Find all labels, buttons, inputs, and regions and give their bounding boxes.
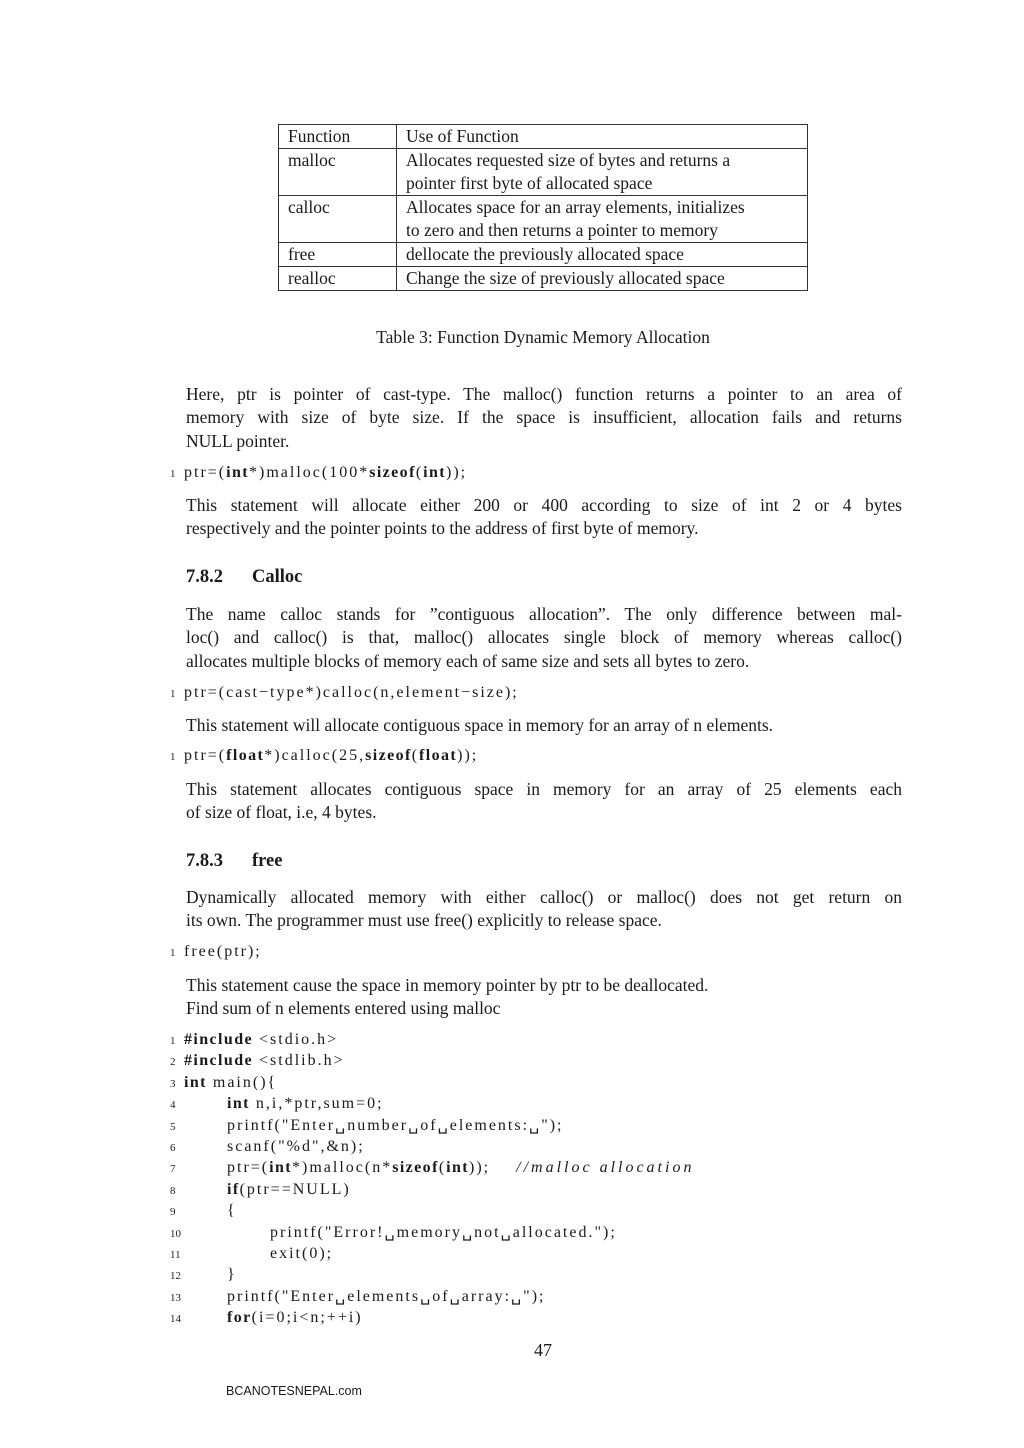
code-text: ( xyxy=(411,747,420,764)
section-heading xyxy=(186,567,302,588)
table-header-row xyxy=(279,125,808,149)
code-keyword: sizeof xyxy=(392,1159,439,1177)
code-keyword: float xyxy=(226,747,265,764)
section-title: Calloc xyxy=(252,567,303,587)
code-text: (i=0;i<n;++i) xyxy=(251,1309,363,1327)
paragraph xyxy=(186,974,902,1021)
table-row xyxy=(279,149,808,196)
code-line xyxy=(170,1244,694,1265)
table-cell-function: free xyxy=(279,243,397,267)
code-keyword: #include xyxy=(184,1052,253,1070)
code-text: *)malloc(n* xyxy=(292,1159,393,1177)
code-text: )); xyxy=(446,464,468,481)
code-text: exit(0); xyxy=(270,1245,334,1263)
code-text: ptr=( xyxy=(227,1159,270,1177)
code-keyword: if xyxy=(227,1180,240,1198)
line-number: 1 xyxy=(170,468,176,480)
code-line xyxy=(170,1287,694,1308)
code-line xyxy=(170,1180,694,1201)
paragraph xyxy=(186,886,902,933)
table-cell-line: Allocates requested size of bytes and returns a xyxy=(406,150,731,170)
line-number: 8 xyxy=(170,1184,176,1197)
table-cell-function: realloc xyxy=(279,267,397,291)
line-number: 9 xyxy=(170,1206,176,1219)
code-keyword: int xyxy=(269,1159,292,1177)
code-keyword: #include xyxy=(184,1031,253,1048)
paragraph xyxy=(186,383,902,453)
code-text: printf("Enter␣number␣of␣elements:␣"); xyxy=(227,1116,564,1134)
code-text: printf("Error!␣memory␣not␣allocated."); xyxy=(270,1223,617,1241)
code-listing xyxy=(170,942,262,963)
code-listing xyxy=(170,746,478,767)
code-line xyxy=(170,1223,694,1244)
paragraph-line: This statement allocates contiguous space in memory for an array of 25 elements each xyxy=(186,779,902,799)
code-line xyxy=(170,1158,694,1179)
table-caption: Table 3: Function Dynamic Memory Allocation xyxy=(376,327,710,347)
line-number: 4 xyxy=(170,1099,176,1112)
section-number: 7.8.3 xyxy=(186,851,223,871)
code-text: printf("Enter␣elements␣of␣array:␣"); xyxy=(227,1287,546,1305)
table-cell-use: dellocate the previously allocated space xyxy=(397,243,808,267)
code-text: free(ptr); xyxy=(184,943,262,960)
code-keyword: int xyxy=(184,1073,207,1091)
code-text: } xyxy=(227,1266,237,1284)
paragraph-line: This statement will allocate either 200 or 400 according to size of int 2 or 4 bytes xyxy=(186,495,902,515)
code-line xyxy=(170,1116,694,1137)
paragraph-line: loc() and calloc() is that, malloc() allocates single block of memory whereas calloc() xyxy=(186,627,902,648)
code-text: *)malloc(100* xyxy=(249,464,370,481)
code-text: { xyxy=(227,1202,237,1220)
table-header-cell: Function xyxy=(279,125,397,149)
paragraph-line: Find sum of n elements entered using malloc xyxy=(186,998,501,1019)
table-cell-use xyxy=(397,196,808,243)
code-line xyxy=(170,1308,694,1329)
table-cell-line: Allocates space for an array elements, initializes xyxy=(406,197,745,217)
footer-watermark: BCANOTESNEPAL.com xyxy=(226,1384,362,1398)
paragraph xyxy=(186,494,902,541)
page-number: 47 xyxy=(534,1340,552,1360)
paragraph xyxy=(186,714,902,737)
code-text: *)calloc(25, xyxy=(264,747,366,764)
code-line xyxy=(170,1051,694,1072)
code-text: ptr=( xyxy=(184,747,227,764)
paragraph xyxy=(186,778,902,825)
line-number: 13 xyxy=(170,1291,181,1304)
code-listing xyxy=(170,463,467,484)
code-line xyxy=(170,1094,694,1115)
code-keyword: sizeof xyxy=(369,464,416,481)
code-text: main(){ xyxy=(206,1073,278,1091)
table-cell-function: calloc xyxy=(279,196,397,243)
code-comment: //malloc allocation xyxy=(516,1159,695,1177)
code-text: (ptr==NULL) xyxy=(239,1180,351,1198)
line-number: 12 xyxy=(170,1270,181,1283)
line-number: 1 xyxy=(170,1035,176,1047)
paragraph-line: memory with size of byte size. If the space is insufficient, allocation fails and returns xyxy=(186,407,902,428)
section-heading xyxy=(186,851,282,872)
paragraph-line: This statement will allocate contiguous space in memory for an array of n elements. xyxy=(186,715,774,735)
code-line xyxy=(170,1073,694,1094)
line-number: 1 xyxy=(170,751,176,763)
code-keyword: int xyxy=(446,1159,470,1177)
table-header-cell: Use of Function xyxy=(397,125,808,149)
code-text: )); xyxy=(457,747,479,764)
program-listing xyxy=(170,1030,694,1330)
table-cell-function: malloc xyxy=(279,149,397,196)
table-row xyxy=(279,243,808,267)
paragraph-line: of size of float, i.e, 4 bytes. xyxy=(186,802,377,823)
code-line xyxy=(170,1030,694,1051)
line-number: 5 xyxy=(170,1120,176,1133)
line-number: 11 xyxy=(170,1249,181,1262)
table-cell-use xyxy=(397,149,808,196)
code-keyword: int xyxy=(226,464,249,481)
table-cell-line: pointer first byte of allocated space xyxy=(406,173,653,193)
paragraph-line: allocates multiple blocks of memory each of same size and sets all bytes to zero. xyxy=(186,650,750,671)
line-number: 14 xyxy=(170,1313,181,1326)
code-text: ptr=(cast−type*)calloc(n,element−size); xyxy=(184,684,519,701)
line-number: 7 xyxy=(170,1163,176,1176)
paragraph-line: This statement cause the space in memory pointer by ptr to be deallocated. xyxy=(186,975,709,995)
code-line xyxy=(170,1137,694,1158)
paragraph-line: NULL pointer. xyxy=(186,430,290,451)
code-keyword: int xyxy=(423,464,447,481)
line-number: 1 xyxy=(170,688,176,700)
code-keyword: float xyxy=(419,747,458,764)
table-row xyxy=(279,196,808,243)
section-number: 7.8.2 xyxy=(186,567,223,587)
code-text: n,i,*ptr,sum=0; xyxy=(249,1095,384,1113)
code-keyword: for xyxy=(227,1309,252,1327)
section-title: free xyxy=(252,851,283,871)
line-number: 1 xyxy=(170,947,176,959)
line-number: 3 xyxy=(170,1077,176,1090)
paragraph-line: its own. The programmer must use free() explicitly to release space. xyxy=(186,910,662,931)
table-cell-line: to zero and then returns a pointer to memory xyxy=(406,220,718,240)
code-keyword: sizeof xyxy=(365,747,412,764)
paragraph xyxy=(186,603,902,673)
table-row xyxy=(279,267,808,291)
code-text: <stdio.h> xyxy=(253,1031,339,1048)
line-number: 2 xyxy=(170,1056,176,1069)
table-cell-use: Change the size of previously allocated space xyxy=(397,267,808,291)
code-line xyxy=(170,1265,694,1286)
code-text: ( xyxy=(415,464,424,481)
paragraph-line: respectively and the pointer points to the address of first byte of memory. xyxy=(186,518,699,539)
function-table xyxy=(278,124,808,291)
paragraph-line: The name calloc stands for ”contiguous allocation”. The only difference between mal- xyxy=(186,604,902,624)
paragraph-line: Dynamically allocated memory with either calloc() or malloc() does not get return on xyxy=(186,887,902,907)
code-text: )); xyxy=(469,1159,491,1177)
line-number: 6 xyxy=(170,1142,176,1155)
code-listing xyxy=(170,683,519,704)
code-text: <stdlib.h> xyxy=(253,1052,345,1070)
line-number: 10 xyxy=(170,1227,181,1240)
code-line xyxy=(170,1201,694,1222)
code-text: scanf("%d",&n); xyxy=(227,1138,365,1156)
code-text: ptr=( xyxy=(184,464,227,481)
paragraph-line: Here, ptr is pointer of cast-type. The malloc() function returns a pointer to an area of xyxy=(186,384,902,404)
code-text: ( xyxy=(438,1159,447,1177)
code-keyword: int xyxy=(227,1095,250,1113)
